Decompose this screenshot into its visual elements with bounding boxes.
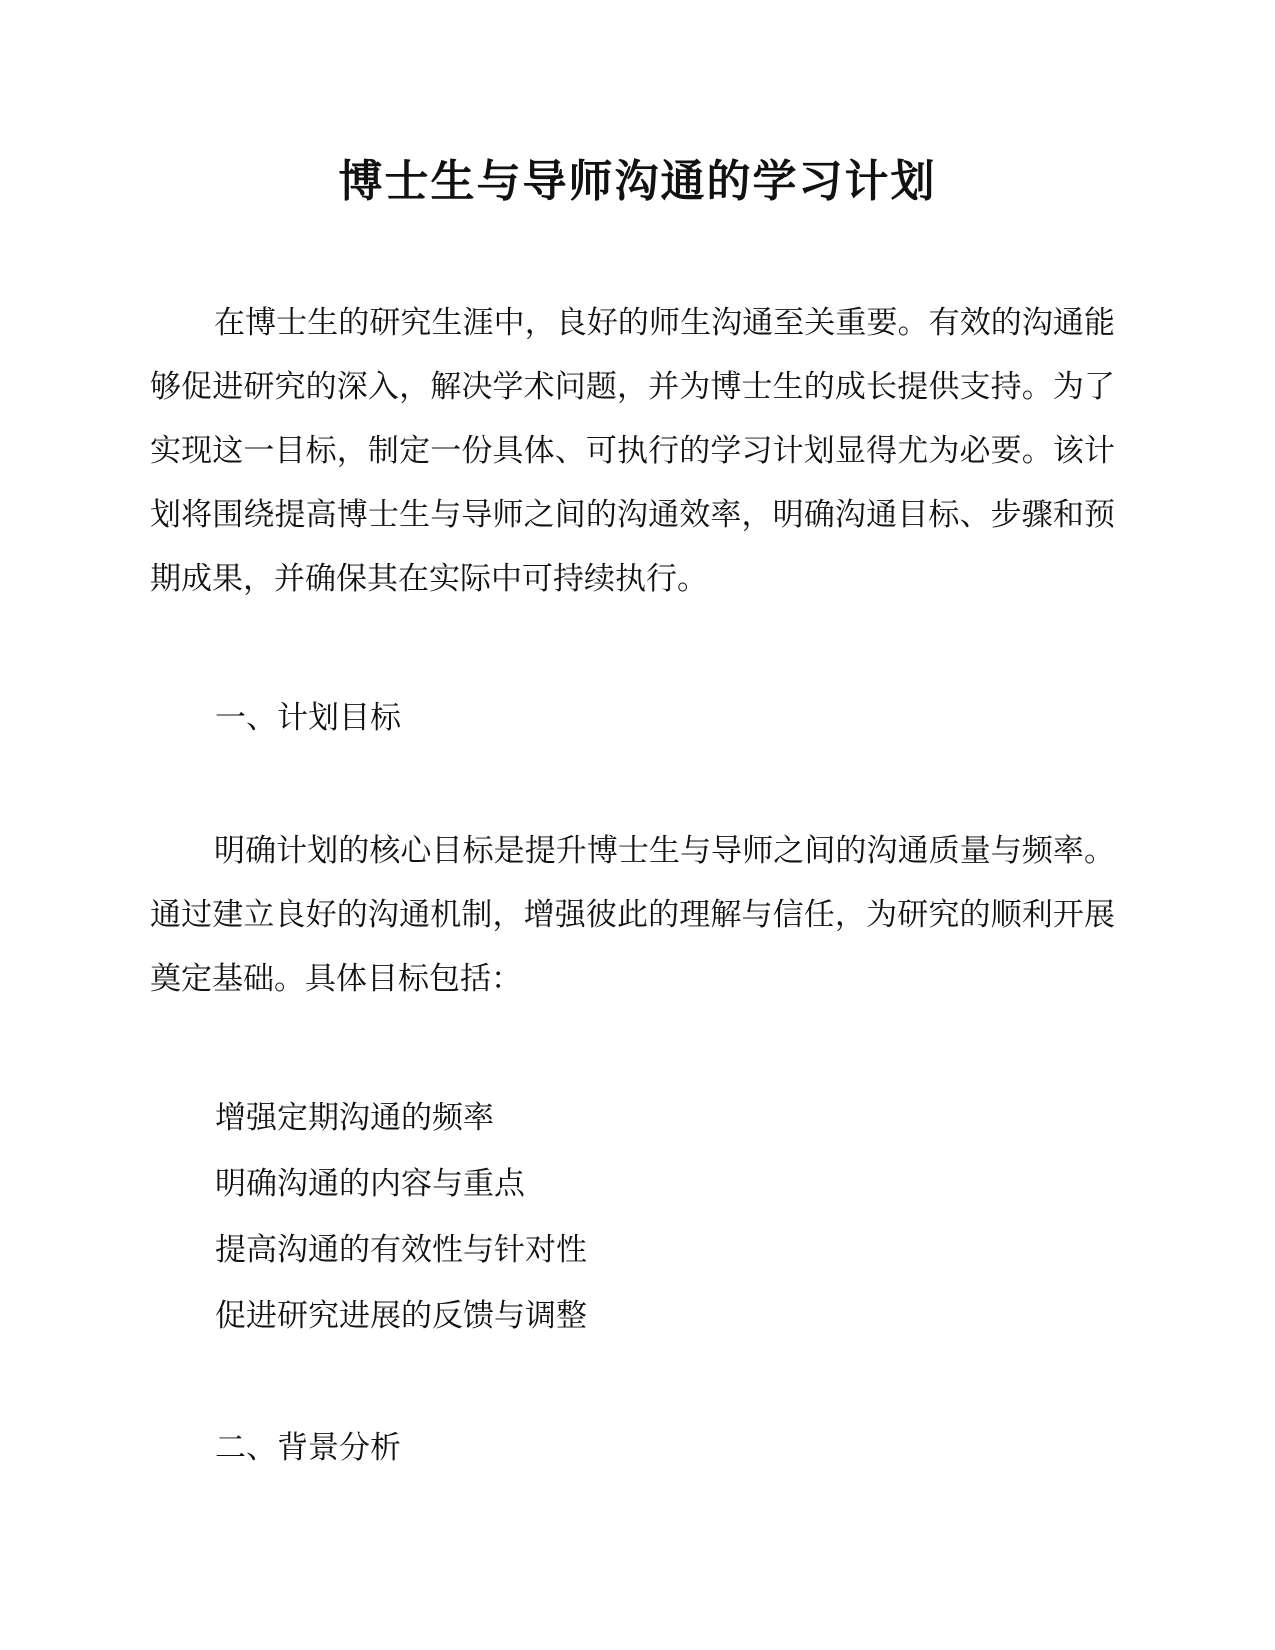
list-item: 增强定期沟通的频率 [215,1100,494,1136]
document-title: 博士生与导师沟通的学习计划 [338,156,937,207]
list-item: 促进研究进展的反馈与调整 [215,1298,587,1334]
goals-list [215,1085,587,1349]
goals-paragraph: 明确计划的核心目标是提升博士生与导师之间的沟通质量与频率。通过建立良好的沟通机制，增强彼此的理解与信任，为研究的顺利开展奠定基础。具体目标包括： [150,833,1115,997]
section-heading-background: 二、背景分析 [215,1430,401,1466]
section-heading-goals: 一、计划目标 [215,700,401,736]
list-item: 提高沟通的有效性与针对性 [215,1232,587,1268]
intro-paragraph: 在博士生的研究生涯中，良好的师生沟通至关重要。有效的沟通能够促进研究的深入，解决学术问题，并为博士生的成长提供支持。为了实现这一目标，制定一份具体、可执行的学习计划显得尤为必要。该计划将围绕提高博士生与导师之间的沟通效率，明确沟通目标、步骤和预期成果，并确保其在实际中可持续执行。 [150,305,1115,597]
list-item: 明确沟通的内容与重点 [215,1166,525,1202]
